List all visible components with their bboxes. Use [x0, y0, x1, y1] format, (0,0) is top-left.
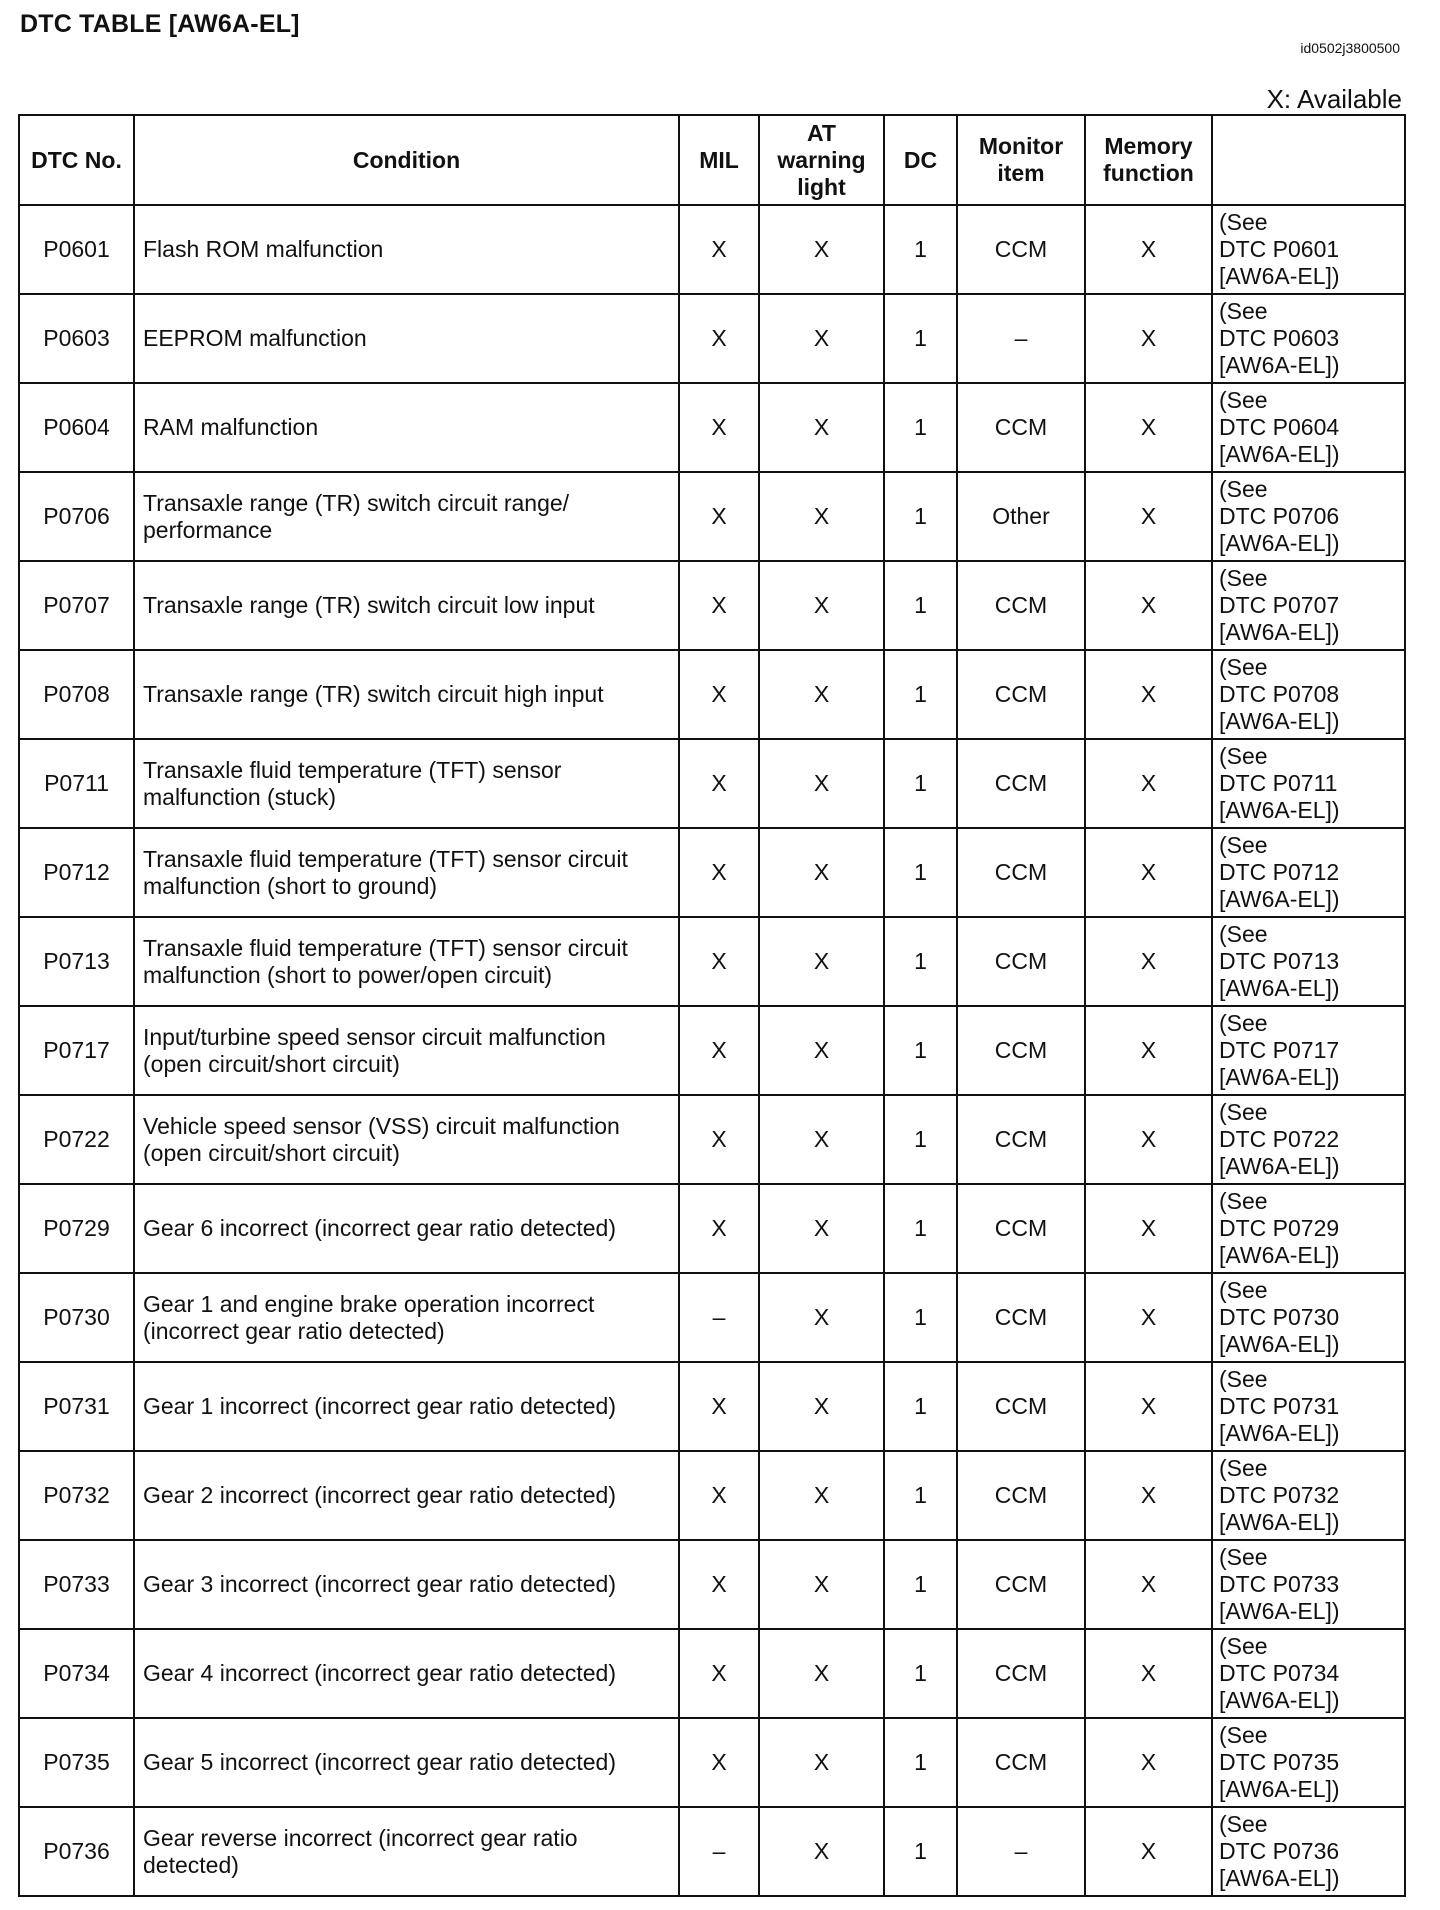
dtc-code-cell: P0730	[19, 1273, 134, 1362]
condition-cell: Gear 6 incorrect (incorrect gear ratio detected)	[134, 1184, 679, 1273]
reference-line: DTC P0722	[1219, 1126, 1340, 1152]
memory-function-cell: X	[1085, 1629, 1212, 1718]
header-function-line: function	[1103, 160, 1194, 186]
reference-cell	[1212, 472, 1405, 561]
dtc-code-cell: P0729	[19, 1184, 134, 1273]
memory-function-cell: X	[1085, 561, 1212, 650]
at-warning-light-cell: X	[759, 917, 884, 1006]
reference-line: DTC P0601	[1219, 236, 1340, 262]
dtc-code-cell: P0707	[19, 561, 134, 650]
monitor-item-cell: CCM	[957, 383, 1085, 472]
at-warning-light-cell: X	[759, 1718, 884, 1807]
monitor-item-cell: CCM	[957, 561, 1085, 650]
monitor-item-cell: CCM	[957, 917, 1085, 1006]
reference-line: DTC P0717	[1219, 1037, 1340, 1063]
reference-line: (See	[1219, 1188, 1268, 1214]
reference-line: DTC P0731	[1219, 1393, 1340, 1419]
reference-line: (See	[1219, 1455, 1268, 1481]
reference-cell	[1212, 1273, 1405, 1362]
mil-cell: X	[679, 383, 759, 472]
monitor-item-cell: –	[957, 294, 1085, 383]
at-warning-light-cell: X	[759, 561, 884, 650]
condition-cell: Transaxle range (TR) switch circuit low input	[134, 561, 679, 650]
dtc-code-cell: P0731	[19, 1362, 134, 1451]
mil-cell: X	[679, 472, 759, 561]
reference-cell	[1212, 1807, 1405, 1896]
reference-line: DTC P0706	[1219, 503, 1340, 529]
dc-cell: 1	[884, 205, 957, 294]
mil-cell: –	[679, 1807, 759, 1896]
mil-cell: X	[679, 917, 759, 1006]
table-row	[19, 1807, 1405, 1896]
dc-cell: 1	[884, 1362, 957, 1451]
at-warning-light-cell: X	[759, 205, 884, 294]
memory-function-cell: X	[1085, 1807, 1212, 1896]
memory-function-cell: X	[1085, 650, 1212, 739]
header-light-line: light	[797, 173, 846, 200]
reference-line: [AW6A-EL])	[1219, 1153, 1340, 1179]
table-header-row	[19, 115, 1405, 205]
monitor-item-cell: CCM	[957, 1184, 1085, 1273]
dc-cell: 1	[884, 561, 957, 650]
mil-cell: X	[679, 1362, 759, 1451]
reference-cell	[1212, 205, 1405, 294]
mil-cell: X	[679, 828, 759, 917]
monitor-item-cell: CCM	[957, 1273, 1085, 1362]
memory-function-cell: X	[1085, 1451, 1212, 1540]
memory-function-cell: X	[1085, 1718, 1212, 1807]
dc-cell: 1	[884, 1718, 957, 1807]
header-mil: MIL	[679, 115, 759, 205]
reference-line: DTC P0604	[1219, 414, 1340, 440]
at-warning-light-cell: X	[759, 828, 884, 917]
mil-cell: X	[679, 1718, 759, 1807]
reference-line: [AW6A-EL])	[1219, 1598, 1340, 1624]
mil-cell: X	[679, 1540, 759, 1629]
dc-cell: 1	[884, 650, 957, 739]
table-row	[19, 1006, 1405, 1095]
dtc-code-cell: P0711	[19, 739, 134, 828]
memory-function-cell: X	[1085, 472, 1212, 561]
reference-line: DTC P0734	[1219, 1660, 1340, 1686]
reference-line: DTC P0711	[1219, 770, 1338, 796]
at-warning-light-cell: X	[759, 1451, 884, 1540]
condition-cell: RAM malfunction	[134, 383, 679, 472]
table-row	[19, 383, 1405, 472]
dtc-code-cell: P0713	[19, 917, 134, 1006]
mil-cell: –	[679, 1273, 759, 1362]
reference-line: (See	[1219, 1722, 1268, 1748]
condition-cell: Gear 2 incorrect (incorrect gear ratio detected)	[134, 1451, 679, 1540]
table-row	[19, 828, 1405, 917]
header-monitor-line: Monitor	[978, 133, 1064, 159]
dc-cell: 1	[884, 294, 957, 383]
at-warning-light-cell: X	[759, 294, 884, 383]
reference-line: (See	[1219, 921, 1268, 947]
header-at-line: AT	[807, 119, 836, 146]
at-warning-light-cell: X	[759, 1273, 884, 1362]
reference-line: DTC P0733	[1219, 1571, 1340, 1597]
header-memory-line: Memory	[1104, 133, 1193, 159]
table-row	[19, 1540, 1405, 1629]
dc-cell: 1	[884, 472, 957, 561]
dtc-code-cell: P0706	[19, 472, 134, 561]
condition-cell: Transaxle range (TR) switch circuit range/ performance	[134, 472, 679, 561]
reference-line: DTC P0735	[1219, 1749, 1340, 1775]
table-body	[19, 205, 1405, 1896]
table-row	[19, 294, 1405, 383]
reference-line: (See	[1219, 209, 1268, 235]
dtc-code-cell: P0717	[19, 1006, 134, 1095]
monitor-item-cell: CCM	[957, 1718, 1085, 1807]
dtc-code-cell: P0603	[19, 294, 134, 383]
dc-cell: 1	[884, 1006, 957, 1095]
reference-line: (See	[1219, 1811, 1268, 1837]
table-row	[19, 1184, 1405, 1273]
dc-cell: 1	[884, 1451, 957, 1540]
at-warning-light-cell: X	[759, 1629, 884, 1718]
dtc-code-cell: P0601	[19, 205, 134, 294]
header-condition: Condition	[134, 115, 679, 205]
dc-cell: 1	[884, 739, 957, 828]
dtc-code-cell: P0722	[19, 1095, 134, 1184]
condition-cell: Gear 1 incorrect (incorrect gear ratio detected)	[134, 1362, 679, 1451]
reference-cell	[1212, 650, 1405, 739]
memory-function-cell: X	[1085, 383, 1212, 472]
reference-line: [AW6A-EL])	[1219, 1242, 1340, 1268]
mil-cell: X	[679, 1451, 759, 1540]
reference-line: (See	[1219, 1633, 1268, 1659]
reference-cell	[1212, 1718, 1405, 1807]
monitor-item-cell: Other	[957, 472, 1085, 561]
dc-cell: 1	[884, 1184, 957, 1273]
reference-cell	[1212, 561, 1405, 650]
reference-line: (See	[1219, 1099, 1268, 1125]
page-title: DTC TABLE [AW6A-EL]	[20, 10, 300, 38]
condition-cell: Transaxle range (TR) switch circuit high input	[134, 650, 679, 739]
dc-cell: 1	[884, 1629, 957, 1718]
mil-cell: X	[679, 561, 759, 650]
reference-line: [AW6A-EL])	[1219, 1687, 1340, 1713]
at-warning-light-cell: X	[759, 1540, 884, 1629]
reference-line: (See	[1219, 387, 1268, 413]
reference-line: [AW6A-EL])	[1219, 263, 1340, 289]
table-row	[19, 917, 1405, 1006]
at-warning-light-cell: X	[759, 1095, 884, 1184]
dc-cell: 1	[884, 1095, 957, 1184]
reference-line: [AW6A-EL])	[1219, 1776, 1340, 1802]
reference-line: [AW6A-EL])	[1219, 441, 1340, 467]
condition-cell: Gear 5 incorrect (incorrect gear ratio detected)	[134, 1718, 679, 1807]
condition-cell: Transaxle fluid temperature (TFT) sensor malfunction (stuck)	[134, 739, 679, 828]
at-warning-light-cell: X	[759, 1184, 884, 1273]
reference-cell	[1212, 739, 1405, 828]
table-row	[19, 1451, 1405, 1540]
condition-cell: Gear 3 incorrect (incorrect gear ratio detected)	[134, 1540, 679, 1629]
reference-line: [AW6A-EL])	[1219, 1331, 1340, 1357]
dc-cell: 1	[884, 1807, 957, 1896]
monitor-item-cell: CCM	[957, 1362, 1085, 1451]
monitor-item-cell: CCM	[957, 828, 1085, 917]
condition-cell: Input/turbine speed sensor circuit malfunction (open circuit/short circuit)	[134, 1006, 679, 1095]
reference-line: [AW6A-EL])	[1219, 530, 1340, 556]
table-row	[19, 1095, 1405, 1184]
reference-line: DTC P0730	[1219, 1304, 1340, 1330]
reference-line: (See	[1219, 565, 1268, 591]
monitor-item-cell: CCM	[957, 1451, 1085, 1540]
dtc-code-cell: P0736	[19, 1807, 134, 1896]
condition-cell: Gear reverse incorrect (incorrect gear ratio detected)	[134, 1807, 679, 1896]
dtc-code-cell: P0604	[19, 383, 134, 472]
dc-cell: 1	[884, 917, 957, 1006]
reference-line: DTC P0707	[1219, 592, 1340, 618]
condition-cell: Flash ROM malfunction	[134, 205, 679, 294]
dtc-code-cell: P0733	[19, 1540, 134, 1629]
mil-cell: X	[679, 1629, 759, 1718]
reference-cell	[1212, 1540, 1405, 1629]
condition-cell: Gear 4 incorrect (incorrect gear ratio detected)	[134, 1629, 679, 1718]
reference-line: [AW6A-EL])	[1219, 975, 1340, 1001]
mil-cell: X	[679, 1184, 759, 1273]
dtc-code-cell: P0735	[19, 1718, 134, 1807]
memory-function-cell: X	[1085, 917, 1212, 1006]
at-warning-light-cell: X	[759, 383, 884, 472]
reference-line: (See	[1219, 1544, 1268, 1570]
memory-function-cell: X	[1085, 739, 1212, 828]
condition-cell: Transaxle fluid temperature (TFT) sensor circuit malfunction (short to ground)	[134, 828, 679, 917]
reference-line: [AW6A-EL])	[1219, 352, 1340, 378]
header-memory-function	[1085, 115, 1212, 205]
memory-function-cell: X	[1085, 1273, 1212, 1362]
mil-cell: X	[679, 739, 759, 828]
memory-function-cell: X	[1085, 828, 1212, 917]
reference-line: (See	[1219, 1010, 1268, 1036]
dtc-code-cell: P0708	[19, 650, 134, 739]
document-id: id0502j3800500	[1300, 40, 1400, 56]
reference-line: DTC P0713	[1219, 948, 1340, 974]
dc-cell: 1	[884, 828, 957, 917]
dtc-code-cell: P0734	[19, 1629, 134, 1718]
reference-line: (See	[1219, 654, 1268, 680]
mil-cell: X	[679, 294, 759, 383]
at-warning-light-cell: X	[759, 739, 884, 828]
reference-cell	[1212, 1006, 1405, 1095]
monitor-item-cell: CCM	[957, 1006, 1085, 1095]
monitor-item-cell: CCM	[957, 1629, 1085, 1718]
reference-cell	[1212, 1362, 1405, 1451]
table-row	[19, 1273, 1405, 1362]
reference-line: [AW6A-EL])	[1219, 619, 1340, 645]
reference-line: [AW6A-EL])	[1219, 708, 1340, 734]
memory-function-cell: X	[1085, 1362, 1212, 1451]
header-at-warning-light	[759, 115, 884, 205]
monitor-item-cell: CCM	[957, 739, 1085, 828]
reference-line: (See	[1219, 1366, 1268, 1392]
dtc-table	[18, 114, 1406, 1897]
at-warning-light-cell: X	[759, 1807, 884, 1896]
reference-line: [AW6A-EL])	[1219, 1509, 1340, 1535]
condition-cell: Gear 1 and engine brake operation incorrect (incorrect gear ratio detected)	[134, 1273, 679, 1362]
dc-cell: 1	[884, 1273, 957, 1362]
reference-line: DTC P0708	[1219, 681, 1340, 707]
reference-line: [AW6A-EL])	[1219, 886, 1340, 912]
header-dc: DC	[884, 115, 957, 205]
dc-cell: 1	[884, 1540, 957, 1629]
at-warning-light-cell: X	[759, 1362, 884, 1451]
condition-cell: EEPROM malfunction	[134, 294, 679, 383]
memory-function-cell: X	[1085, 294, 1212, 383]
reference-line: DTC P0732	[1219, 1482, 1340, 1508]
reference-line: [AW6A-EL])	[1219, 1420, 1340, 1446]
dc-cell: 1	[884, 383, 957, 472]
header-monitor-item	[957, 115, 1085, 205]
header-dtc-no: DTC No.	[19, 115, 134, 205]
reference-cell	[1212, 294, 1405, 383]
reference-line: [AW6A-EL])	[1219, 1064, 1340, 1090]
mil-cell: X	[679, 1095, 759, 1184]
reference-line: DTC P0729	[1219, 1215, 1340, 1241]
condition-cell: Transaxle fluid temperature (TFT) sensor circuit malfunction (short to power/open circuit)	[134, 917, 679, 1006]
reference-cell	[1212, 1095, 1405, 1184]
reference-line: [AW6A-EL])	[1219, 797, 1340, 823]
condition-cell: Vehicle speed sensor (VSS) circuit malfunction (open circuit/short circuit)	[134, 1095, 679, 1184]
reference-line: DTC P0736	[1219, 1838, 1340, 1864]
table-row	[19, 1362, 1405, 1451]
monitor-item-cell: CCM	[957, 650, 1085, 739]
mil-cell: X	[679, 205, 759, 294]
memory-function-cell: X	[1085, 1095, 1212, 1184]
table-row	[19, 1629, 1405, 1718]
reference-cell	[1212, 828, 1405, 917]
reference-cell	[1212, 1451, 1405, 1540]
table-row	[19, 650, 1405, 739]
reference-cell	[1212, 1184, 1405, 1273]
monitor-item-cell: –	[957, 1807, 1085, 1896]
dtc-code-cell: P0712	[19, 828, 134, 917]
reference-line: (See	[1219, 476, 1268, 502]
reference-cell	[1212, 1629, 1405, 1718]
reference-line: [AW6A-EL])	[1219, 1865, 1340, 1891]
header-reference	[1212, 115, 1405, 205]
reference-cell	[1212, 917, 1405, 1006]
memory-function-cell: X	[1085, 1540, 1212, 1629]
at-warning-light-cell: X	[759, 472, 884, 561]
legend: X: Available	[1266, 84, 1402, 114]
memory-function-cell: X	[1085, 1184, 1212, 1273]
reference-line: (See	[1219, 1277, 1268, 1303]
mil-cell: X	[679, 650, 759, 739]
memory-function-cell: X	[1085, 205, 1212, 294]
reference-cell	[1212, 383, 1405, 472]
reference-line: DTC P0712	[1219, 859, 1340, 885]
table-row	[19, 205, 1405, 294]
table-row	[19, 561, 1405, 650]
reference-line: DTC P0603	[1219, 325, 1340, 351]
table-row	[19, 739, 1405, 828]
reference-line: (See	[1219, 743, 1268, 769]
header-item-line: item	[997, 160, 1045, 186]
reference-line: (See	[1219, 298, 1268, 324]
table-row	[19, 472, 1405, 561]
at-warning-light-cell: X	[759, 650, 884, 739]
dtc-code-cell: P0732	[19, 1451, 134, 1540]
at-warning-light-cell: X	[759, 1006, 884, 1095]
monitor-item-cell: CCM	[957, 1540, 1085, 1629]
table-row	[19, 1718, 1405, 1807]
monitor-item-cell: CCM	[957, 205, 1085, 294]
memory-function-cell: X	[1085, 1006, 1212, 1095]
header-warning-line: warning	[777, 146, 866, 173]
reference-line: (See	[1219, 832, 1268, 858]
mil-cell: X	[679, 1006, 759, 1095]
monitor-item-cell: CCM	[957, 1095, 1085, 1184]
